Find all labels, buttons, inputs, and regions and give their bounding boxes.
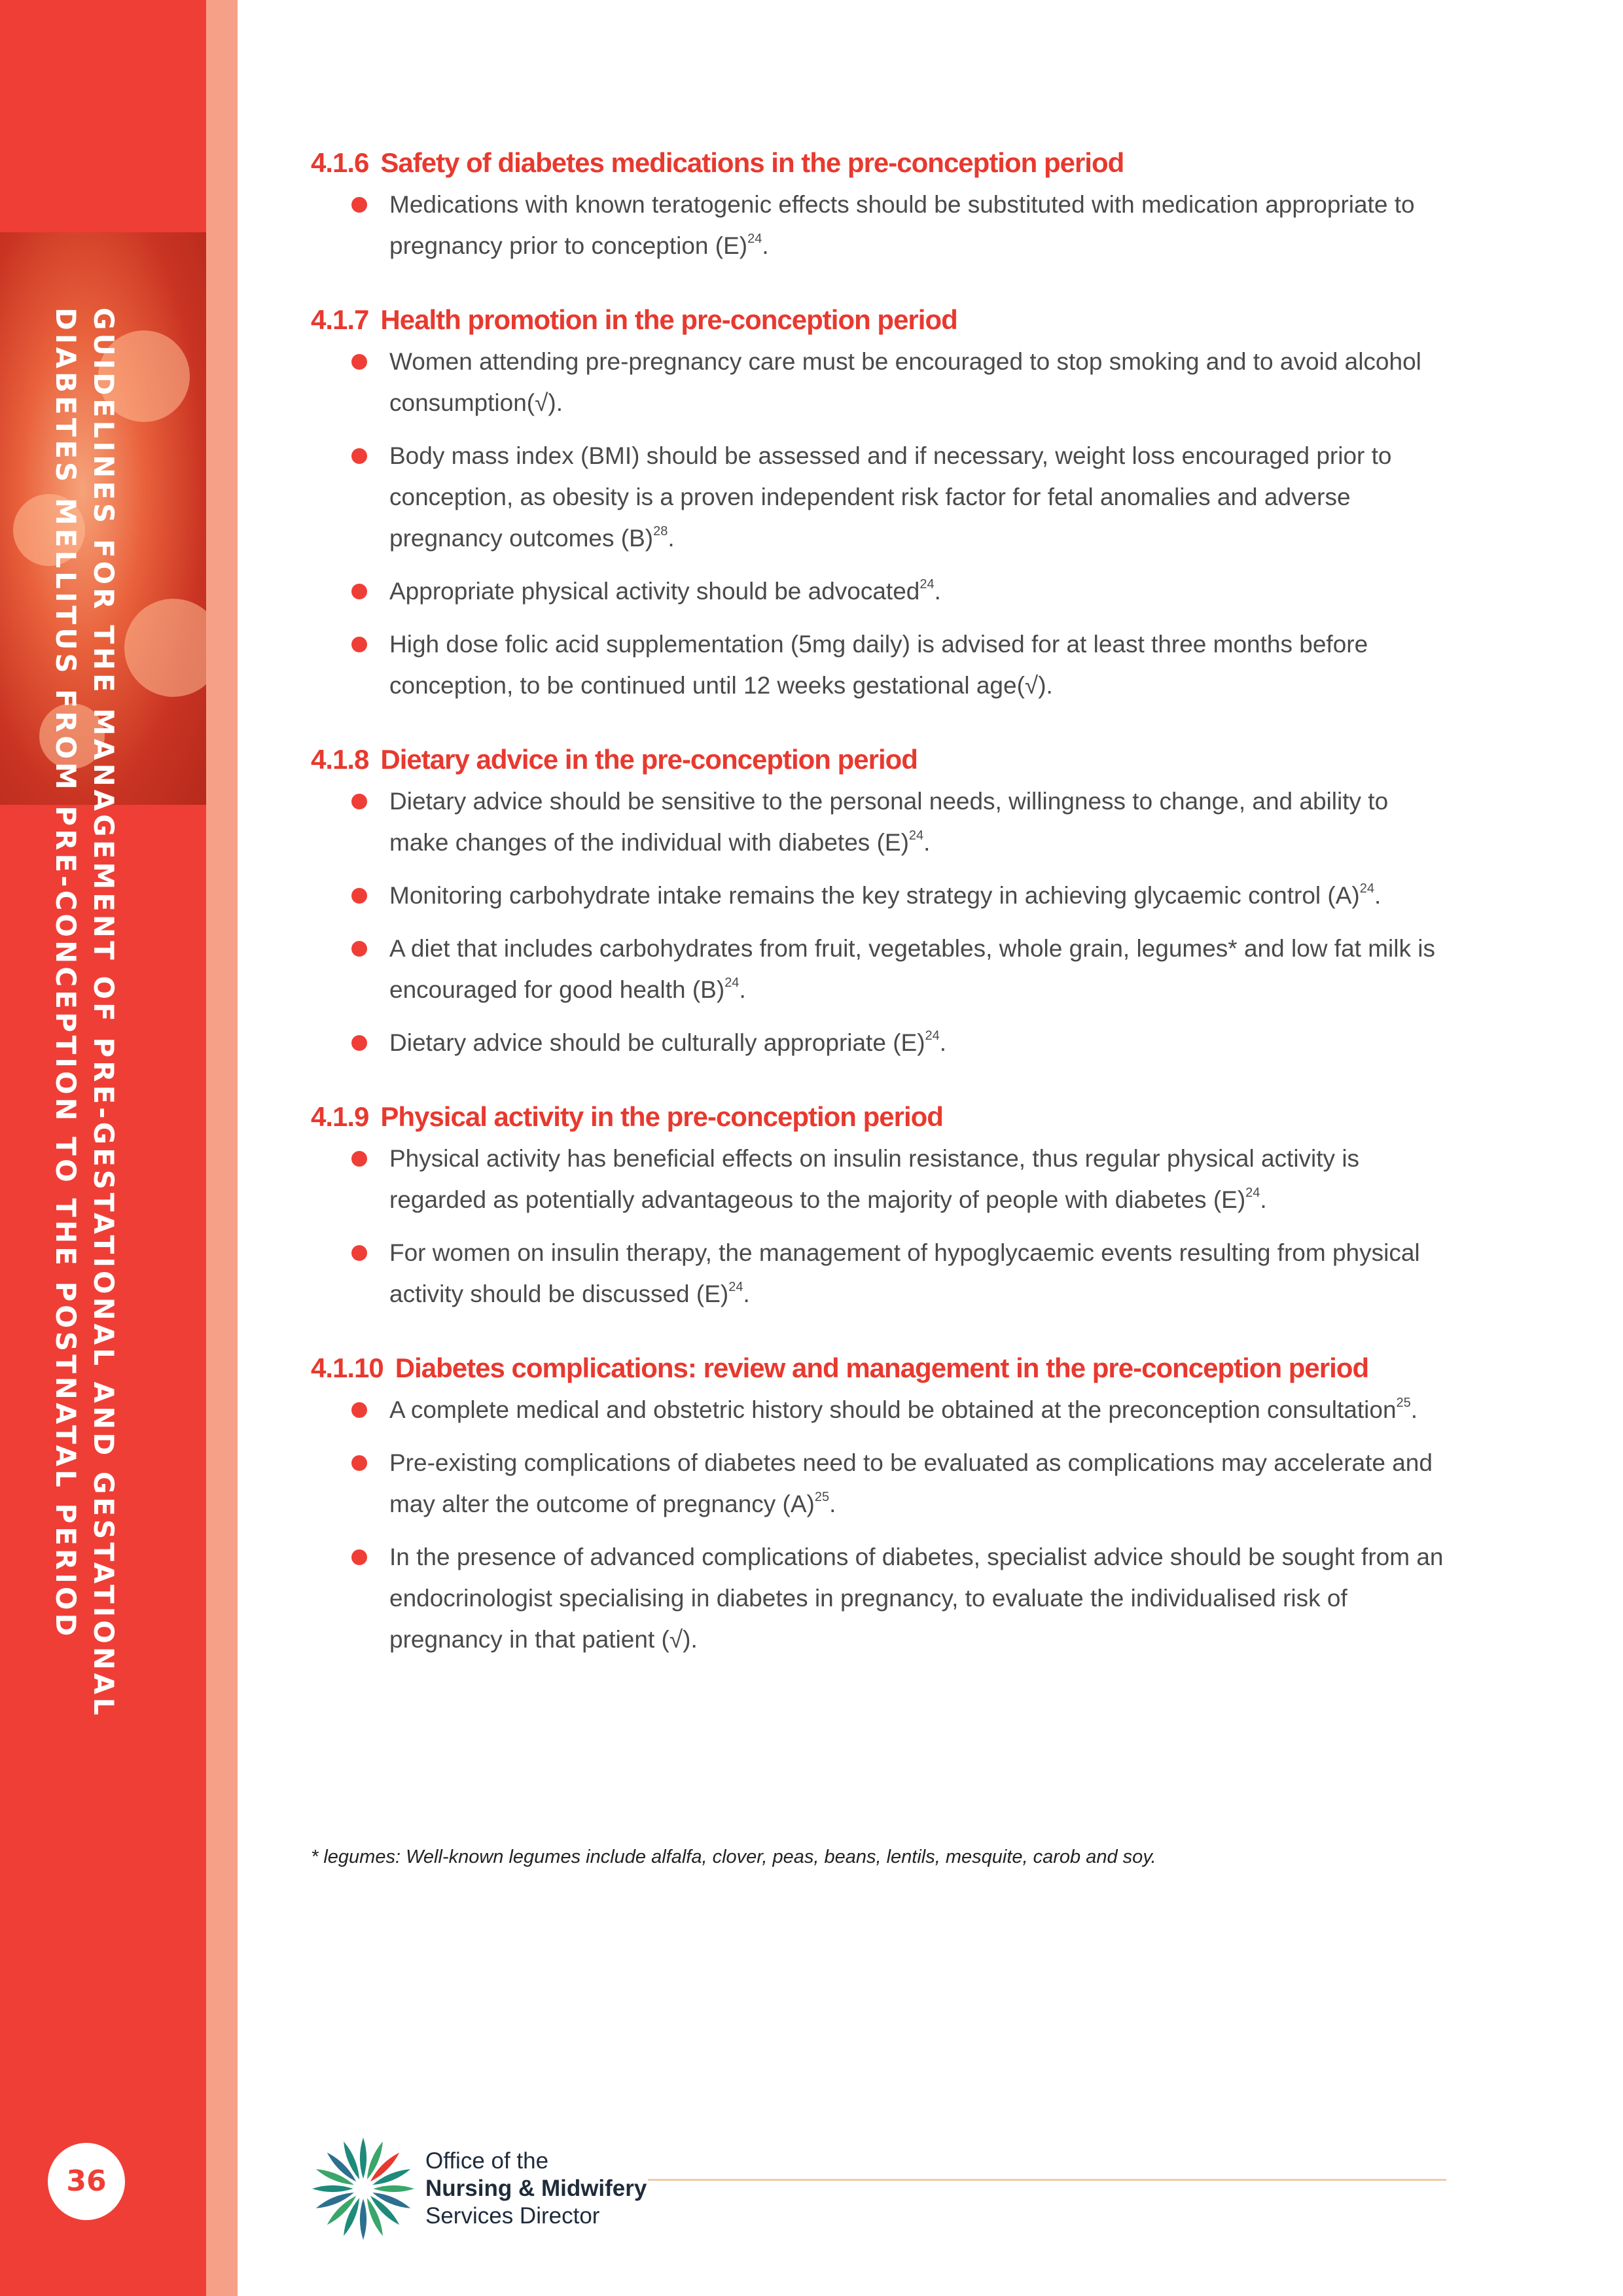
list-item-text: Women attending pre-pregnancy care must be encouraged to stop smoking and to avoid alcohol consumption(√). — [389, 348, 1421, 416]
list-item-text: A complete medical and obstetric history should be obtained at the preconception consultation — [389, 1396, 1397, 1423]
bullet-list — [311, 1389, 1450, 1660]
side-band-accent — [206, 0, 238, 2296]
bullet-list — [311, 184, 1450, 266]
section-number: 4.1.6 — [311, 147, 369, 178]
bullet-dot-icon — [351, 888, 367, 904]
bullet-dot-icon — [351, 637, 367, 652]
citation-reference: 24 — [728, 1279, 743, 1294]
section-number: 4.1.10 — [311, 1352, 383, 1383]
list-item — [311, 1232, 1450, 1315]
list-item-text: Dietary advice should be culturally appropriate (E) — [389, 1029, 925, 1056]
list-item — [311, 781, 1450, 863]
list-item — [311, 341, 1450, 423]
section-number: 4.1.9 — [311, 1101, 369, 1132]
bullet-dot-icon — [351, 584, 367, 599]
list-item — [311, 571, 1450, 612]
list-item-tail: . — [1410, 1396, 1418, 1423]
section-title: Safety of diabetes medications in the pre-conception period — [380, 147, 1124, 178]
list-item — [311, 928, 1450, 1010]
bullet-dot-icon — [351, 1245, 367, 1261]
footnote: * legumes: Well-known legumes include alfalfa, clover, peas, beans, lentils, mesquite, carob and soy. — [311, 1846, 1156, 1867]
list-item — [311, 875, 1450, 916]
list-item-tail: . — [1374, 882, 1382, 909]
starburst-logo-icon — [308, 2133, 419, 2244]
section-title: Physical activity in the pre-conception period — [380, 1101, 943, 1132]
list-item-text: Body mass index (BMI) should be assessed and if necessary, weight loss encouraged prior to conception, as obesity is a proven independent risk factor for fetal anomalies and adverse pregnancy outcomes (B) — [389, 442, 1392, 552]
document-title-line2: DIABETES MELLITUS FROM PRE-CONCEPTION TO THE POSTNATAL PERIOD — [50, 308, 82, 1640]
section-heading — [311, 147, 1450, 179]
list-item-text: In the presence of advanced complications of diabetes, specialist advice should be sought from an endocrinologist specialising in diabetes in pregnancy, to evaluate the individualised risk of pregnancy in that patient (√). — [389, 1544, 1444, 1653]
section-4-1-6 — [311, 147, 1450, 266]
citation-reference: 24 — [908, 828, 924, 843]
list-item — [311, 1389, 1450, 1430]
list-item — [311, 1138, 1450, 1220]
list-item-text: Physical activity has beneficial effects on insulin resistance, thus regular physical activity is regarded as potentially advantageous to the majority of people with diabetes (E) — [389, 1145, 1360, 1213]
citation-reference: 24 — [919, 576, 935, 592]
list-item-text: Monitoring carbohydrate intake remains the key strategy in achieving glycaemic control (A) — [389, 882, 1360, 909]
bullet-dot-icon — [351, 197, 367, 213]
section-heading — [311, 1352, 1450, 1384]
bullet-list — [311, 781, 1450, 1063]
section-heading — [311, 304, 1450, 336]
bullet-dot-icon — [351, 794, 367, 809]
list-item-tail: . — [668, 525, 675, 552]
list-item-tail: . — [934, 578, 941, 605]
list-item-text: Medications with known teratogenic effects should be substituted with medication appropriate to pregnancy prior to conception (E) — [389, 191, 1415, 259]
section-title: Diabetes complications: review and management in the pre-conception period — [395, 1352, 1369, 1383]
list-item-text: For women on insulin therapy, the management of hypoglycaemic events resulting from physical activity should be discussed (E) — [389, 1239, 1420, 1307]
section-4-1-10 — [311, 1352, 1450, 1660]
list-item-tail: . — [739, 976, 746, 1003]
section-4-1-7 — [311, 304, 1450, 706]
section-number: 4.1.8 — [311, 744, 369, 775]
bullet-dot-icon — [351, 1549, 367, 1565]
citation-reference: 24 — [1245, 1185, 1260, 1200]
list-item — [311, 435, 1450, 559]
list-item-tail: . — [762, 232, 769, 259]
section-number: 4.1.7 — [311, 304, 369, 335]
bullet-dot-icon — [351, 448, 367, 464]
list-item — [311, 1442, 1450, 1525]
citation-reference: 28 — [653, 523, 668, 539]
citation-reference: 25 — [1396, 1395, 1411, 1410]
bullet-list — [311, 341, 1450, 706]
organisation-line1: Office of the — [425, 2148, 549, 2174]
list-item-text: Pre-existing complications of diabetes need to be evaluated as complications may accelerate and may alter the outcome of pregnancy (A) — [389, 1449, 1433, 1517]
section-title: Dietary advice in the pre-conception period — [380, 744, 918, 775]
page-number: 36 — [48, 2143, 125, 2220]
list-item — [311, 1536, 1450, 1660]
bullet-dot-icon — [351, 1151, 367, 1167]
list-item-text: Dietary advice should be sensitive to the personal needs, willingness to change, and ability to make changes of the individual with diabetes (E) — [389, 788, 1389, 856]
citation-reference: 24 — [1359, 881, 1374, 896]
citation-reference: 24 — [747, 231, 762, 246]
list-item-tail: . — [743, 1280, 750, 1307]
section-4-1-8 — [311, 744, 1450, 1063]
bullet-list — [311, 1138, 1450, 1315]
citation-reference: 25 — [814, 1489, 830, 1504]
section-4-1-9 — [311, 1101, 1450, 1315]
main-content — [311, 147, 1450, 1698]
list-item-text: A diet that includes carbohydrates from fruit, vegetables, whole grain, legumes* and low fat milk is encouraged for good health (B) — [389, 935, 1435, 1003]
list-item — [311, 1022, 1450, 1063]
document-title-line1: GUIDELINES FOR THE MANAGEMENT OF PRE-GESTATIONAL AND GESTATIONAL — [88, 308, 120, 1719]
section-heading — [311, 1101, 1450, 1133]
bullet-dot-icon — [351, 354, 367, 370]
citation-reference: 24 — [925, 1028, 940, 1043]
list-item-tail: . — [1260, 1186, 1267, 1213]
list-item-text: Appropriate physical activity should be advocated — [389, 578, 920, 605]
list-item-tail: . — [939, 1029, 947, 1056]
organisation-name — [425, 2147, 647, 2230]
bullet-dot-icon — [351, 1035, 367, 1051]
footer-divider — [648, 2179, 1446, 2181]
section-heading — [311, 744, 1450, 775]
bullet-dot-icon — [351, 941, 367, 957]
list-item — [311, 184, 1450, 266]
list-item-tail: . — [829, 1491, 836, 1517]
citation-reference: 24 — [724, 975, 740, 990]
list-item-text: High dose folic acid supplementation (5mg daily) is advised for at least three months before conception, to be continued until 12 weeks gestational age(√). — [389, 631, 1368, 699]
bullet-dot-icon — [351, 1402, 367, 1418]
bullet-dot-icon — [351, 1455, 367, 1471]
list-item — [311, 624, 1450, 706]
list-item-tail: . — [923, 829, 931, 856]
section-title: Health promotion in the pre-conception period — [380, 304, 957, 335]
organisation-line3: Services Director — [425, 2203, 600, 2229]
organisation-line2: Nursing & Midwifery — [425, 2176, 647, 2201]
